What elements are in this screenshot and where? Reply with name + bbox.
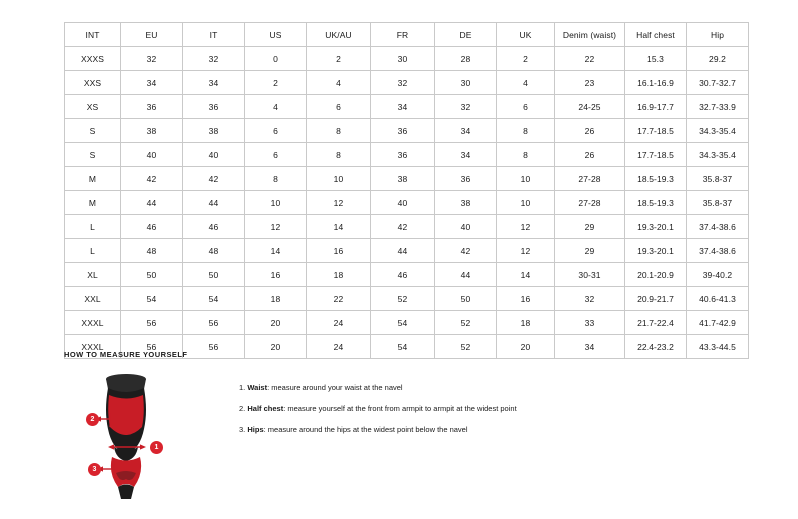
size-label-cell: XXXL	[65, 311, 121, 335]
size-value-cell: 4	[245, 95, 307, 119]
size-value-cell: 12	[245, 215, 307, 239]
size-value-cell: 30	[371, 47, 435, 71]
list-item	[239, 419, 517, 440]
size-value-cell: 18	[307, 263, 371, 287]
size-value-cell: 8	[497, 143, 555, 167]
size-value-cell: 6	[497, 95, 555, 119]
table-row	[65, 215, 749, 239]
size-label-cell: XXL	[65, 287, 121, 311]
size-value-cell: 0	[245, 47, 307, 71]
size-value-cell: 54	[183, 287, 245, 311]
size-value-cell: 29	[555, 239, 625, 263]
size-value-cell: 32	[555, 287, 625, 311]
size-label-cell: XXXL	[65, 335, 121, 359]
size-value-cell: 20	[245, 335, 307, 359]
size-value-cell: 8	[307, 143, 371, 167]
size-table-header	[65, 23, 749, 47]
table-row	[65, 71, 749, 95]
size-value-cell: 14	[245, 239, 307, 263]
size-table	[64, 22, 749, 359]
size-value-cell: 52	[435, 311, 497, 335]
size-value-cell: 8	[497, 119, 555, 143]
size-value-cell: 16	[307, 239, 371, 263]
size-value-cell: 14	[307, 215, 371, 239]
size-value-cell: 44	[435, 263, 497, 287]
size-value-cell: 54	[371, 311, 435, 335]
measure-term: Half chest	[247, 404, 284, 413]
size-value-cell: 50	[121, 263, 183, 287]
size-value-cell: 42	[121, 167, 183, 191]
size-value-cell: 18.5-19.3	[625, 191, 687, 215]
measure-description: : measure around your waist at the navel	[267, 383, 403, 392]
size-value-cell: 22.4-23.2	[625, 335, 687, 359]
size-value-cell: 48	[121, 239, 183, 263]
size-value-cell: 14	[497, 263, 555, 287]
size-value-cell: 17.7-18.5	[625, 119, 687, 143]
size-value-cell: 32	[183, 47, 245, 71]
size-value-cell: 20	[245, 311, 307, 335]
size-label-cell: L	[65, 215, 121, 239]
size-value-cell: 18	[245, 287, 307, 311]
size-value-cell: 23	[555, 71, 625, 95]
mannequin-svg	[64, 369, 189, 499]
size-value-cell: 29.2	[687, 47, 749, 71]
size-value-cell: 34.3-35.4	[687, 143, 749, 167]
size-value-cell: 56	[121, 335, 183, 359]
table-row	[65, 47, 749, 71]
list-item	[239, 377, 517, 398]
column-header: INT	[65, 23, 121, 47]
size-value-cell: 18	[497, 311, 555, 335]
size-value-cell: 52	[371, 287, 435, 311]
measure-description: : measure yourself at the front from armpit to armpit at the widest point	[283, 404, 517, 413]
size-value-cell: 8	[245, 167, 307, 191]
column-header: Denim (waist)	[555, 23, 625, 47]
size-value-cell: 34.3-35.4	[687, 119, 749, 143]
size-value-cell: 2	[245, 71, 307, 95]
size-value-cell: 56	[183, 335, 245, 359]
size-value-cell: 32.7-33.9	[687, 95, 749, 119]
size-value-cell: 37.4-38.6	[687, 239, 749, 263]
column-header: UK	[497, 23, 555, 47]
size-value-cell: 40	[183, 143, 245, 167]
badge-hips: 3	[88, 463, 101, 476]
size-value-cell: 40	[371, 191, 435, 215]
size-value-cell: 26	[555, 119, 625, 143]
size-value-cell: 42	[435, 239, 497, 263]
size-value-cell: 27-28	[555, 167, 625, 191]
column-header: Hip	[687, 23, 749, 47]
size-label-cell: XXXS	[65, 47, 121, 71]
size-value-cell: 19.3-20.1	[625, 215, 687, 239]
measure-description: : measure around the hips at the widest point below the navel	[263, 425, 468, 434]
table-row	[65, 95, 749, 119]
column-header: Half chest	[625, 23, 687, 47]
table-row	[65, 239, 749, 263]
size-label-cell: XXS	[65, 71, 121, 95]
measure-index: 3.	[239, 425, 246, 434]
size-value-cell: 22	[307, 287, 371, 311]
size-value-cell: 50	[183, 263, 245, 287]
size-value-cell: 24	[307, 311, 371, 335]
size-value-cell: 54	[371, 335, 435, 359]
size-table-body	[65, 47, 749, 359]
size-value-cell: 30	[435, 71, 497, 95]
size-value-cell: 36	[183, 95, 245, 119]
size-value-cell: 21.7-22.4	[625, 311, 687, 335]
size-table-container	[64, 22, 734, 359]
size-value-cell: 12	[307, 191, 371, 215]
table-row	[65, 191, 749, 215]
size-value-cell: 38	[121, 119, 183, 143]
column-header: EU	[121, 23, 183, 47]
size-value-cell: 2	[307, 47, 371, 71]
size-value-cell: 10	[307, 167, 371, 191]
badge-half-chest: 2	[86, 413, 99, 426]
size-label-cell: L	[65, 239, 121, 263]
size-value-cell: 46	[371, 263, 435, 287]
size-value-cell: 30.7-32.7	[687, 71, 749, 95]
size-value-cell: 30-31	[555, 263, 625, 287]
size-value-cell: 42	[183, 167, 245, 191]
size-value-cell: 6	[307, 95, 371, 119]
size-label-cell: S	[65, 119, 121, 143]
size-value-cell: 10	[497, 191, 555, 215]
size-value-cell: 12	[497, 239, 555, 263]
table-row	[65, 311, 749, 335]
size-value-cell: 52	[435, 335, 497, 359]
size-value-cell: 38	[435, 191, 497, 215]
size-value-cell: 34	[183, 71, 245, 95]
size-value-cell: 27-28	[555, 191, 625, 215]
size-value-cell: 40	[121, 143, 183, 167]
size-value-cell: 26	[555, 143, 625, 167]
table-row	[65, 119, 749, 143]
size-value-cell: 16	[497, 287, 555, 311]
size-value-cell: 4	[307, 71, 371, 95]
how-to-measure-section	[64, 350, 744, 499]
size-value-cell: 10	[245, 191, 307, 215]
size-value-cell: 20	[497, 335, 555, 359]
size-value-cell: 42	[371, 215, 435, 239]
size-value-cell: 48	[183, 239, 245, 263]
size-value-cell: 44	[371, 239, 435, 263]
table-row	[65, 143, 749, 167]
measure-index: 1.	[239, 383, 246, 392]
size-value-cell: 38	[183, 119, 245, 143]
size-value-cell: 36	[371, 143, 435, 167]
size-value-cell: 28	[435, 47, 497, 71]
size-value-cell: 40	[435, 215, 497, 239]
size-value-cell: 16.9-17.7	[625, 95, 687, 119]
size-value-cell: 24	[307, 335, 371, 359]
size-value-cell: 44	[121, 191, 183, 215]
size-value-cell: 35.8-37	[687, 167, 749, 191]
size-value-cell: 32	[435, 95, 497, 119]
size-value-cell: 43.3-44.5	[687, 335, 749, 359]
size-value-cell: 18.5-19.3	[625, 167, 687, 191]
measure-term: Waist	[247, 383, 268, 392]
size-value-cell: 4	[497, 71, 555, 95]
size-value-cell: 39-40.2	[687, 263, 749, 287]
size-value-cell: 16.1-16.9	[625, 71, 687, 95]
size-value-cell: 34	[555, 335, 625, 359]
table-row	[65, 263, 749, 287]
size-value-cell: 22	[555, 47, 625, 71]
size-value-cell: 17.7-18.5	[625, 143, 687, 167]
size-value-cell: 33	[555, 311, 625, 335]
size-value-cell: 34	[121, 71, 183, 95]
size-value-cell: 12	[497, 215, 555, 239]
size-value-cell: 6	[245, 119, 307, 143]
table-row	[65, 167, 749, 191]
size-value-cell: 35.8-37	[687, 191, 749, 215]
size-label-cell: M	[65, 167, 121, 191]
badge-waist: 1	[150, 441, 163, 454]
measure-instructions-list	[239, 377, 517, 440]
how-to-measure-title: HOW TO MEASURE YOURSELF	[64, 350, 188, 359]
size-value-cell: 6	[245, 143, 307, 167]
size-value-cell: 46	[121, 215, 183, 239]
size-label-cell: M	[65, 191, 121, 215]
size-value-cell: 44	[183, 191, 245, 215]
size-value-cell: 56	[183, 311, 245, 335]
mannequin-illustration	[64, 369, 189, 499]
size-label-cell: S	[65, 143, 121, 167]
table-header-row	[65, 23, 749, 47]
list-item	[239, 398, 517, 419]
size-value-cell: 20.1-20.9	[625, 263, 687, 287]
size-value-cell: 36	[371, 119, 435, 143]
size-value-cell: 16	[245, 263, 307, 287]
size-value-cell: 24-25	[555, 95, 625, 119]
how-to-measure-body	[64, 369, 744, 499]
size-value-cell: 56	[121, 311, 183, 335]
size-value-cell: 54	[121, 287, 183, 311]
size-value-cell: 29	[555, 215, 625, 239]
size-label-cell: XS	[65, 95, 121, 119]
column-header: IT	[183, 23, 245, 47]
size-value-cell: 34	[371, 95, 435, 119]
size-value-cell: 41.7-42.9	[687, 311, 749, 335]
size-value-cell: 19.3-20.1	[625, 239, 687, 263]
size-value-cell: 10	[497, 167, 555, 191]
measure-index: 2.	[239, 404, 246, 413]
size-value-cell: 50	[435, 287, 497, 311]
size-value-cell: 32	[371, 71, 435, 95]
size-value-cell: 36	[121, 95, 183, 119]
size-value-cell: 34	[435, 119, 497, 143]
size-value-cell: 37.4-38.6	[687, 215, 749, 239]
column-header: UK/AU	[307, 23, 371, 47]
column-header: US	[245, 23, 307, 47]
size-label-cell: XL	[65, 263, 121, 287]
size-value-cell: 38	[371, 167, 435, 191]
column-header: FR	[371, 23, 435, 47]
table-row	[65, 287, 749, 311]
measure-term: Hips	[247, 425, 264, 434]
size-value-cell: 20.9-21.7	[625, 287, 687, 311]
size-value-cell: 15.3	[625, 47, 687, 71]
size-value-cell: 34	[435, 143, 497, 167]
size-value-cell: 2	[497, 47, 555, 71]
column-header: DE	[435, 23, 497, 47]
size-value-cell: 40.6-41.3	[687, 287, 749, 311]
size-value-cell: 46	[183, 215, 245, 239]
size-value-cell: 32	[121, 47, 183, 71]
size-value-cell: 8	[307, 119, 371, 143]
size-value-cell: 36	[435, 167, 497, 191]
